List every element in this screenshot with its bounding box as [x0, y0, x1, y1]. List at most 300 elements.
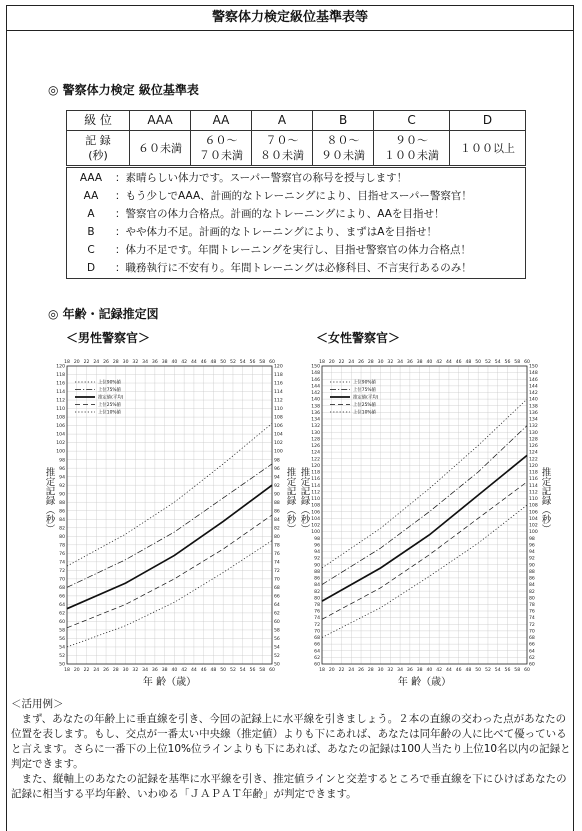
x-tick-label: 44	[445, 668, 452, 673]
y-tick-label: 104	[274, 432, 283, 438]
y-tick-label: 118	[311, 470, 320, 476]
chart-title-male: ＜男性警察官＞	[66, 331, 151, 345]
y-tick-label: 98	[314, 536, 320, 542]
y-tick-label: 150	[311, 364, 320, 370]
y-tick-label: 82	[314, 589, 320, 595]
grade-description-text: ：素晴らしい体力です。スーパー警察官の称号を授与します！	[115, 172, 408, 184]
y-tick-label: 76	[529, 609, 535, 615]
grade-description-text: ：警察官の体力合格点。計画的なトレーニングにより、AAを目指せ！	[115, 208, 445, 220]
x-tick-label: 26	[358, 360, 364, 365]
y-tick-label: 136	[311, 410, 320, 416]
y-tick-label: 130	[529, 430, 538, 436]
x-tick-label: 22	[338, 668, 345, 673]
y-tick-label: 98	[529, 536, 535, 542]
grade-header-cell: D	[450, 111, 526, 131]
y-tick-label: 114	[529, 483, 538, 489]
x-tick-label: 22	[338, 360, 345, 365]
y-tick-label: 52	[59, 654, 65, 660]
y-tick-label: 64	[314, 649, 320, 655]
x-tick-label: 58	[514, 668, 521, 673]
grade-description-row	[67, 207, 444, 222]
y-tick-label: 60	[314, 662, 320, 668]
y-tick-label: 142	[529, 391, 538, 397]
x-tick-label: 24	[93, 360, 100, 365]
record-cell-aa	[191, 131, 252, 166]
y-tick-label: 112	[56, 398, 65, 404]
grade-header-cell: A	[252, 111, 313, 131]
y-tick-label: 106	[311, 510, 320, 516]
y-tick-label: 60	[274, 620, 280, 626]
y-tick-label: 146	[311, 377, 320, 383]
legend-label: 上位90%値	[98, 380, 121, 386]
y-tick-label: 114	[274, 390, 283, 396]
grade-table	[66, 110, 526, 166]
y-tick-label: 96	[59, 466, 65, 472]
record-cell-b	[313, 131, 374, 166]
y-tick-label: 122	[311, 457, 320, 463]
y-tick-label: 102	[274, 441, 283, 447]
grade-header-cell: C	[374, 111, 450, 131]
y-tick-label: 112	[311, 490, 320, 496]
y-tick-label: 50	[59, 662, 65, 668]
x-tick-label: 60	[524, 668, 530, 673]
y-tick-label: 112	[529, 490, 538, 496]
y-tick-label: 116	[56, 381, 65, 387]
y-tick-label: 92	[59, 483, 65, 489]
x-tick-label: 50	[475, 668, 482, 673]
x-tick-label: 22	[83, 668, 90, 673]
y-tick-label: 100	[56, 449, 65, 455]
y-tick-label: 144	[529, 384, 538, 390]
series-line	[322, 482, 527, 619]
frame-left-border	[6, 31, 7, 831]
section-title-grade-table: ◎ 警察体力検定 級位基準表	[48, 83, 199, 97]
x-tick-label: 28	[367, 668, 374, 673]
y-tick-label: 60	[59, 620, 65, 626]
y-tick-label: 62	[274, 611, 280, 617]
y-tick-label: 110	[529, 497, 538, 503]
x-tick-label: 48	[465, 360, 472, 365]
plot-area	[44, 359, 297, 688]
y-tick-label: 120	[56, 364, 65, 370]
grade-description-grade: AA	[83, 190, 99, 202]
chart-female	[290, 348, 552, 696]
x-tick-label: 40	[171, 668, 178, 673]
legend-label: 推定値(平均)	[353, 395, 379, 401]
x-tick-label: 28	[112, 360, 119, 365]
frame-right-border	[573, 31, 574, 831]
x-tick-label: 36	[406, 360, 413, 365]
y-tick-label: 74	[314, 616, 320, 622]
y-tick-label: 66	[274, 594, 280, 600]
usage-notes	[11, 697, 571, 802]
y-tick-label: 74	[274, 560, 280, 566]
x-tick-label: 24	[348, 360, 355, 365]
x-tick-label: 34	[397, 668, 404, 673]
legend-label: 上位75%値	[98, 388, 121, 394]
x-tick-label: 44	[190, 360, 197, 365]
y-tick-label: 124	[529, 450, 538, 456]
x-tick-label: 50	[475, 360, 482, 365]
legend-label: 上位25%値	[353, 403, 376, 409]
grade-description-grade: AAA	[79, 172, 103, 184]
y-tick-label: 130	[311, 430, 320, 436]
x-tick-label: 26	[103, 668, 109, 673]
grade-description-text: ：職務執行に不安有り。年間トレーニングは必修科目、不言実行あるのみ！	[115, 262, 472, 274]
x-tick-label: 50	[220, 360, 227, 365]
x-tick-label: 52	[230, 668, 236, 673]
x-tick-label: 28	[367, 360, 374, 365]
y-tick-label: 106	[56, 424, 65, 430]
series-line	[67, 485, 272, 608]
y-tick-label: 94	[59, 475, 65, 481]
x-tick-label: 34	[397, 360, 404, 365]
grade-description-grade: B	[87, 226, 95, 238]
record-cell-line: ６０未満	[138, 141, 182, 155]
y-tick-label: 114	[311, 483, 320, 489]
y-tick-label: 124	[311, 450, 320, 456]
x-tick-label: 48	[465, 668, 472, 673]
y-axis-label: 推定記録（秒）	[539, 467, 551, 534]
y-tick-label: 66	[314, 642, 320, 648]
x-tick-label: 60	[269, 360, 275, 365]
y-tick-label: 62	[529, 655, 535, 661]
series-line	[322, 399, 527, 568]
x-tick-label: 56	[504, 360, 511, 365]
x-tick-label: 48	[210, 360, 217, 365]
y-tick-label: 86	[59, 509, 65, 515]
y-tick-label: 68	[314, 636, 320, 642]
y-tick-label: 98	[274, 458, 280, 464]
y-tick-label: 52	[274, 654, 280, 660]
y-tick-label: 108	[274, 415, 283, 421]
x-tick-label: 40	[426, 668, 433, 673]
y-tick-label: 104	[529, 516, 538, 522]
y-tick-label: 110	[311, 497, 320, 503]
y-tick-label: 90	[274, 492, 280, 498]
y-tick-label: 88	[314, 569, 320, 575]
x-axis-label: 年 齢（歳）	[397, 677, 452, 688]
x-tick-label: 18	[319, 360, 325, 365]
y-tick-label: 90	[314, 563, 320, 569]
y-tick-label: 102	[529, 523, 538, 529]
x-tick-label: 56	[249, 668, 256, 673]
y-tick-label: 88	[529, 569, 535, 575]
x-tick-label: 38	[161, 360, 168, 365]
grade-description-text: ：もう少しでAAA、計画的なトレーニングにより、目指せスーパー警察官！	[115, 190, 472, 202]
y-tick-label: 118	[529, 470, 538, 476]
grade-description-row	[67, 171, 407, 186]
series-line	[67, 541, 272, 647]
x-tick-label: 18	[64, 360, 70, 365]
x-tick-label: 28	[112, 668, 119, 673]
y-tick-label: 140	[311, 397, 320, 403]
y-tick-label: 92	[314, 556, 320, 562]
y-tick-label: 102	[56, 441, 65, 447]
x-tick-label: 38	[416, 668, 423, 673]
y-tick-label: 64	[59, 603, 65, 608]
y-tick-label: 60	[529, 662, 535, 668]
record-cell-d	[450, 131, 526, 166]
x-tick-label: 54	[239, 360, 246, 365]
y-tick-label: 54	[274, 645, 280, 651]
grade-description-row	[67, 261, 472, 276]
x-tick-label: 42	[181, 668, 188, 673]
x-tick-label: 44	[190, 668, 197, 673]
x-tick-label: 40	[171, 360, 178, 365]
y-tick-label: 50	[274, 662, 280, 668]
y-tick-label: 76	[59, 551, 65, 557]
x-tick-label: 20	[328, 360, 335, 365]
x-tick-label: 20	[73, 360, 80, 365]
x-tick-label: 30	[122, 668, 129, 673]
y-tick-label: 128	[311, 437, 320, 443]
y-tick-label: 80	[59, 534, 65, 540]
record-cell-line: ９０～	[395, 134, 429, 147]
y-tick-label: 110	[56, 407, 65, 413]
y-tick-label: 68	[274, 585, 280, 591]
x-tick-label: 20	[328, 668, 335, 673]
page-title: 警察体力検定級位基準表等	[6, 5, 574, 31]
record-cell-line: ７０未満	[199, 149, 244, 162]
y-tick-label: 138	[529, 404, 538, 410]
x-tick-label: 24	[348, 668, 355, 673]
grade-header-cell: B	[313, 111, 374, 131]
legend-label: 上位10%値	[98, 410, 121, 416]
series-line	[322, 455, 527, 601]
usage-notes-paragraph: まず、あなたの年齢上に垂直線を引き、今回の記録上に水平線を引きましょう。２本の直線の交わった点があなたの位置を表します。もし、交点が一番太い中央線（推定値）よりも下にあれば、あなたは同年齢の人に比べて優っていると言えます。さらに一番下の上位10%位ラインよりも下にあれば、あなたの記録は100人当たり上位10名以内の記録と判定できます。	[11, 713, 571, 770]
y-tick-label: 92	[274, 483, 280, 489]
y-tick-label: 94	[529, 550, 535, 556]
legend-label: 上位90%値	[353, 380, 376, 386]
y-tick-label: 112	[274, 398, 283, 404]
x-tick-label: 56	[504, 668, 511, 673]
y-tick-label: 150	[529, 364, 538, 370]
y-tick-label: 72	[314, 622, 320, 628]
y-tick-label: 148	[311, 371, 320, 377]
y-tick-label: 80	[529, 596, 535, 602]
y-tick-label: 128	[529, 437, 538, 443]
y-tick-label: 98	[59, 458, 65, 464]
y-tick-label: 140	[529, 397, 538, 403]
y-tick-label: 84	[274, 517, 280, 523]
record-cell-line: １００以上	[460, 141, 515, 155]
grade-header-cell: 級 位	[67, 111, 130, 131]
y-tick-label: 90	[529, 563, 535, 569]
grade-description-grade: C	[87, 244, 95, 256]
record-cell-line: ７０～	[265, 134, 299, 147]
y-tick-label: 58	[59, 628, 65, 634]
chart-male	[36, 348, 296, 696]
y-tick-label: 100	[311, 530, 320, 536]
x-tick-label: 42	[436, 668, 443, 673]
y-tick-label: 138	[311, 404, 320, 410]
x-tick-label: 32	[387, 360, 394, 365]
record-cell-line: ８０～	[326, 134, 360, 147]
y-tick-label: 134	[529, 417, 538, 423]
x-tick-label: 36	[151, 360, 158, 365]
x-tick-label: 26	[103, 360, 109, 365]
x-tick-label: 22	[83, 360, 90, 365]
y-tick-label: 146	[529, 377, 538, 383]
x-tick-label: 18	[319, 668, 325, 673]
record-cell-line: １００未満	[384, 149, 440, 162]
record-cell-line: ６０～	[204, 134, 238, 147]
y-tick-label: 68	[59, 585, 65, 591]
y-tick-label: 116	[274, 381, 283, 387]
y-tick-label: 64	[274, 603, 280, 608]
x-tick-label: 32	[132, 360, 139, 365]
y-tick-label: 126	[529, 444, 538, 450]
y-tick-label: 70	[529, 629, 535, 635]
y-tick-label: 90	[59, 492, 65, 498]
y-tick-label: 102	[311, 523, 320, 529]
grade-description-row	[67, 243, 471, 258]
y-tick-label: 56	[59, 637, 65, 643]
y-tick-label: 78	[529, 603, 535, 608]
record-cell-aaa	[130, 131, 191, 166]
x-axis-label: 年 齢（歳）	[142, 677, 197, 688]
x-tick-label: 30	[377, 668, 384, 673]
x-tick-label: 58	[259, 668, 266, 673]
y-tick-label: 70	[314, 629, 320, 635]
y-tick-label: 84	[59, 517, 65, 523]
y-tick-label: 80	[314, 596, 320, 602]
x-tick-label: 42	[436, 360, 443, 365]
x-tick-label: 40	[426, 360, 433, 365]
grade-description-grade: A	[87, 208, 95, 220]
x-tick-label: 46	[455, 360, 462, 365]
y-tick-label: 136	[529, 410, 538, 416]
y-tick-label: 72	[274, 568, 280, 574]
y-tick-label: 126	[311, 444, 320, 450]
y-tick-label: 108	[529, 503, 538, 509]
x-tick-label: 56	[249, 360, 256, 365]
y-tick-label: 70	[59, 577, 65, 583]
y-tick-label: 62	[59, 611, 65, 617]
y-tick-label: 116	[529, 477, 538, 483]
y-tick-label: 88	[274, 500, 280, 506]
y-tick-label: 82	[274, 526, 280, 532]
y-tick-label: 86	[529, 576, 535, 582]
y-tick-label: 108	[56, 415, 65, 421]
x-tick-label: 26	[358, 668, 364, 673]
y-tick-label: 72	[59, 568, 65, 574]
y-tick-label: 78	[59, 543, 65, 549]
grade-description-grade: D	[86, 262, 96, 274]
legend-label: 推定値(平均)	[98, 395, 124, 401]
x-tick-label: 58	[259, 360, 266, 365]
y-tick-label: 114	[56, 390, 65, 396]
x-tick-label: 36	[406, 668, 413, 673]
record-label-line: 記 録	[85, 134, 111, 147]
y-tick-label: 96	[274, 466, 280, 472]
y-tick-label: 84	[529, 583, 535, 589]
record-cell-line: ８０未満	[260, 149, 305, 162]
y-tick-label: 76	[314, 609, 320, 615]
y-tick-label: 86	[274, 509, 280, 515]
record-label-cell	[67, 131, 130, 166]
y-axis-label: 推定記録（秒）	[284, 467, 296, 534]
x-tick-label: 30	[122, 360, 129, 365]
grade-table-record-row	[67, 131, 526, 166]
x-tick-label: 38	[416, 360, 423, 365]
y-tick-label: 132	[311, 424, 320, 430]
x-tick-label: 30	[377, 360, 384, 365]
x-tick-label: 34	[142, 668, 149, 673]
y-tick-label: 80	[274, 534, 280, 540]
y-tick-label: 110	[274, 407, 283, 413]
x-tick-label: 44	[445, 360, 452, 365]
y-tick-label: 82	[529, 589, 535, 595]
y-tick-label: 88	[59, 500, 65, 506]
y-tick-label: 118	[274, 373, 283, 379]
y-tick-label: 144	[311, 384, 320, 390]
y-axis-label: 推定記録（秒）	[43, 467, 55, 534]
x-tick-label: 60	[269, 668, 275, 673]
y-tick-label: 74	[59, 560, 65, 566]
grade-header-cell: AAA	[130, 111, 191, 131]
record-cell-c	[374, 131, 450, 166]
x-tick-label: 32	[387, 668, 394, 673]
y-tick-label: 118	[56, 373, 65, 379]
y-tick-label: 116	[311, 477, 320, 483]
y-tick-label: 78	[274, 543, 280, 549]
y-tick-label: 132	[529, 424, 538, 430]
y-tick-label: 68	[529, 636, 535, 642]
x-tick-label: 48	[210, 668, 217, 673]
x-tick-label: 38	[161, 668, 168, 673]
x-tick-label: 60	[524, 360, 530, 365]
x-tick-label: 54	[494, 668, 501, 673]
usage-notes-paragraph: また、縦軸上のあなたの記録を基準に水平線を引き、推定値ラインと交差するところで垂直線を下にひけばあなたの記録に相当する平均年齢、いわゆる「ＪＡＰＡＴ年齢」が判定できます。	[11, 773, 567, 800]
y-tick-label: 120	[529, 463, 538, 469]
x-tick-label: 52	[485, 360, 491, 365]
y-tick-label: 100	[274, 449, 283, 455]
y-tick-label: 94	[314, 550, 320, 556]
chart-title-female: ＜女性警察官＞	[316, 331, 401, 345]
legend-label: 上位10%値	[353, 410, 376, 416]
grade-description-box	[66, 167, 526, 279]
y-tick-label: 104	[56, 432, 65, 438]
x-tick-label: 54	[494, 360, 501, 365]
y-tick-label: 120	[274, 364, 283, 370]
series-line	[67, 515, 272, 628]
y-tick-label: 78	[314, 603, 320, 608]
y-tick-label: 94	[274, 475, 280, 481]
y-tick-label: 54	[59, 645, 65, 651]
legend-label: 上位75%値	[353, 388, 376, 394]
y-tick-label: 76	[274, 551, 280, 557]
usage-notes-heading: ＜活用例＞	[11, 698, 64, 710]
y-tick-label: 82	[59, 526, 65, 532]
x-tick-label: 18	[64, 668, 70, 673]
y-tick-label: 108	[311, 503, 320, 509]
x-tick-label: 34	[142, 360, 149, 365]
x-tick-label: 46	[200, 360, 207, 365]
y-tick-label: 134	[311, 417, 320, 423]
y-tick-label: 104	[311, 516, 320, 522]
section-title-estimation-chart: ◎ 年齢・記録推定図	[48, 307, 159, 321]
grade-description-text: ：やや体力不足。計画的なトレーニングにより、まずはAを目指せ！	[115, 226, 437, 238]
y-tick-label: 66	[59, 594, 65, 600]
y-tick-label: 56	[274, 637, 280, 643]
y-tick-label: 70	[274, 577, 280, 583]
y-tick-label: 120	[311, 463, 320, 469]
y-tick-label: 92	[529, 556, 535, 562]
legend-label: 上位25%値	[98, 403, 121, 409]
y-tick-label: 58	[274, 628, 280, 634]
